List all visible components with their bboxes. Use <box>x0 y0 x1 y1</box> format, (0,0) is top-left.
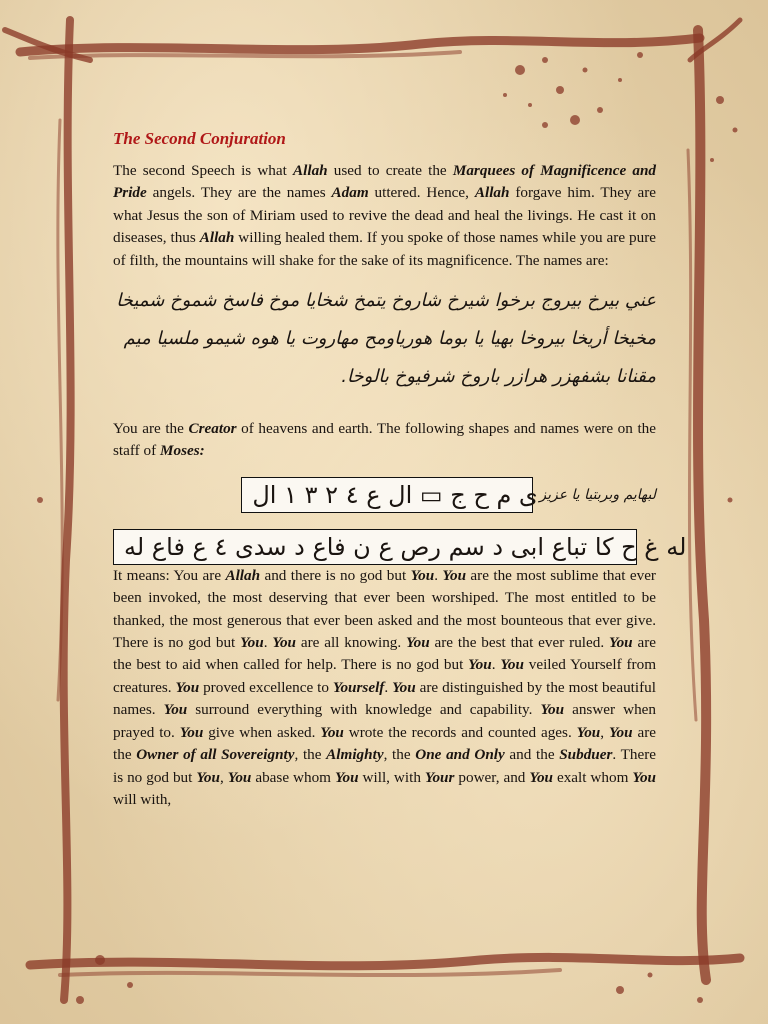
emphasis-term: Yourself <box>332 678 385 696</box>
emphasis-term: You <box>320 723 344 741</box>
text-run: give when asked. <box>203 723 321 741</box>
paragraph-intro <box>113 160 656 272</box>
text-run: and the <box>504 746 560 764</box>
paragraph-creator <box>113 418 656 463</box>
staff-shapes-row <box>113 477 656 513</box>
paragraph-meaning <box>113 565 656 811</box>
text-run: . <box>384 678 393 696</box>
emphasis-term: You <box>608 723 633 741</box>
text-run: , <box>219 768 228 786</box>
emphasis-term: You <box>632 768 656 786</box>
text-run: , <box>600 723 609 741</box>
text-run: . <box>434 566 443 584</box>
emphasis-term: You <box>529 768 553 786</box>
staff-shapes-box-wide <box>113 529 687 565</box>
emphasis-term: You <box>272 634 297 652</box>
text-run: are distinguished by the most beautiful names. <box>113 678 656 719</box>
text-run: answer when prayed to. <box>113 701 656 741</box>
emphasis-term: Allah <box>293 162 328 179</box>
emphasis-term: Creator <box>188 420 237 438</box>
text-run: You are the <box>113 420 189 438</box>
text-run: veiled Yourself from creatures. <box>113 656 657 696</box>
emphasis-term: Owner of all Sovereignty <box>136 746 295 764</box>
text-run: are the most sublime that ever been invoked, the most deserving that ever been worshiped. The most entitled to be thanked, the most generous that ever been asked and the most bounteous that ever give. There is no god but <box>113 566 656 652</box>
document-body <box>113 128 687 811</box>
text-run: and there is no god but <box>260 566 411 584</box>
text-run: of heavens and earth. The following shapes and names were on the staff of <box>113 420 656 460</box>
text-run: exalt whom <box>553 768 633 786</box>
text-run: will with, <box>113 790 172 808</box>
emphasis-term: You <box>334 768 359 786</box>
text-run: The second Speech is what <box>113 162 294 179</box>
emphasis-term: Allah <box>225 566 261 584</box>
text-run: It means: You are <box>113 566 226 584</box>
text-run: . <box>263 634 273 652</box>
text-run: uttered. Hence, <box>368 184 475 202</box>
text-run: forgave him. They are what Jesus the son of Miriam used to revive the dead and heal the livings. He cast it on diseases, thus <box>113 184 657 247</box>
text-run: , the <box>294 746 327 764</box>
emphasis-term: You <box>410 566 435 584</box>
text-run: angels. They are the names <box>146 184 332 202</box>
emphasis-term: You <box>196 768 220 786</box>
emphasis-term: Your <box>424 768 455 786</box>
emphasis-term: Allah <box>199 229 235 247</box>
text-run: power, and <box>454 768 530 786</box>
emphasis-term: You <box>540 701 565 719</box>
emphasis-term: You <box>608 634 633 652</box>
emphasis-term: Almighty <box>326 746 384 764</box>
text-run: are all knowing. <box>296 634 407 652</box>
text-run: willing healed them. If you spoke of those names while you are pure of filth, the mountains will shake for the sake of its magnificence. The names are: <box>113 229 656 269</box>
text-run: . <box>491 656 501 674</box>
emphasis-term: Allah <box>474 184 510 202</box>
text-run: proved excellence to <box>199 678 333 696</box>
shapes-caption: لبهايم وبربتيا يا عزيز <box>539 486 656 503</box>
text-run: abase whom <box>251 768 335 786</box>
staff-shapes-box: ى م ح ج ▭ ال ع ٤ ٢ ٣ ١ ال <box>241 477 533 513</box>
text-run: wrote the records and counted ages. <box>343 723 577 741</box>
text-run: are the <box>113 723 656 764</box>
text-run: , the <box>383 746 416 764</box>
text-run: . There is no god but <box>113 746 657 786</box>
emphasis-term: You <box>240 634 264 652</box>
arabic-names-block: عني بيرخ بيروج برخوا شيرخ شاروخ يتمخ شخايا موخ فاسخ شموخ شميخا مخيخا أريخا بيروخا بهيا يا بوما هورياومح مهاروت يا هوه شيمو ملسيا ميم مقنانا بشفهزر هرازر باروخ شرفيوخ بالوخا. <box>116 290 656 388</box>
text-run: will, with <box>358 768 425 786</box>
emphasis-term: Adam <box>331 184 369 202</box>
emphasis-term: You <box>179 723 204 741</box>
text-run: are the best that ever ruled. <box>429 634 609 652</box>
staff-shapes-text: له غ ح كا تباع ابى د سم رص ع ن فاع د سدى ٤ ع فاع له <box>124 532 687 561</box>
emphasis-term: You <box>406 634 430 652</box>
emphasis-term: You <box>175 678 200 696</box>
text-run: used to create the <box>327 162 453 179</box>
emphasis-term: You <box>227 768 252 786</box>
emphasis-term: You <box>576 723 601 741</box>
emphasis-term: Marquees of Magnificence and Pride <box>113 162 657 202</box>
emphasis-term: You <box>392 678 416 696</box>
emphasis-term: Moses: <box>159 442 205 460</box>
emphasis-term: You <box>500 656 524 674</box>
emphasis-term: Subduer <box>559 746 613 764</box>
text-run: surround everything with knowledge and capability. <box>187 701 541 719</box>
section-heading: The Second Conjuration <box>113 129 286 148</box>
emphasis-term: One and Only <box>415 746 505 764</box>
emphasis-term: You <box>163 701 188 719</box>
text-run: are the best to aid when called for help. There is no god but <box>113 634 656 674</box>
emphasis-term: You <box>442 566 467 584</box>
emphasis-term: You <box>468 656 492 674</box>
